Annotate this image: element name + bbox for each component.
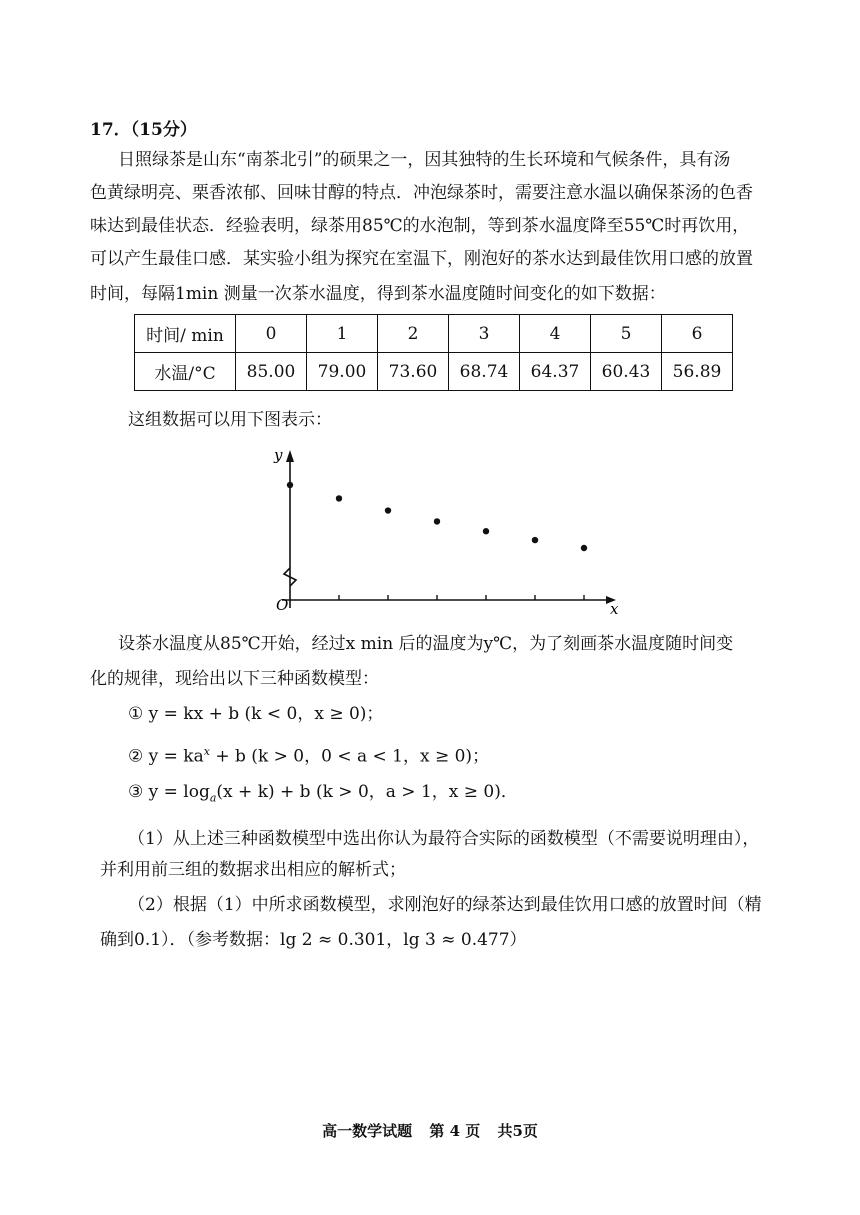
table-cell: 4 <box>520 315 591 353</box>
table-cell: 0 <box>236 315 307 353</box>
model-2-rest: + b (k > 0，0 < a < 1，x ≥ 0)； <box>209 746 490 767</box>
table-cell: 2 <box>378 315 449 353</box>
x-axis-label: x <box>610 600 619 618</box>
intro-line-1: 日照绿茶是山东“南茶北引”的硕果之一，因其独特的生长环境和气候条件，具有汤 <box>118 150 731 170</box>
table-row-temp <box>135 353 733 391</box>
table-row-time <box>135 315 733 353</box>
data-point <box>385 507 391 513</box>
table-header-temp: 水温/°C <box>135 353 236 391</box>
data-point <box>581 545 587 551</box>
model-3 <box>128 780 518 810</box>
temperature-table <box>134 314 733 391</box>
footer-total: 共5页 <box>497 1122 538 1140</box>
table-cell: 68.74 <box>449 353 520 391</box>
table-cell: 60.43 <box>591 353 662 391</box>
model-3-base: a <box>209 791 217 805</box>
model-3-main: ③ y = log <box>128 782 210 802</box>
footer-page: 第 4 页 <box>429 1122 481 1140</box>
intro-line-3: 味达到最佳状态．经验表明，绿茶用85℃的水泡制，等到茶水温度降至55℃时再饮用， <box>90 216 750 236</box>
model-1: ① y = kx + b (k < 0，x ≥ 0)； <box>128 704 384 724</box>
scatter-plot <box>260 440 630 620</box>
data-point <box>483 528 489 534</box>
part2-line-2: 确到0.1）．（参考数据：lg 2 ≈ 0.301，lg 3 ≈ 0.477） <box>100 930 527 950</box>
data-point <box>434 518 440 524</box>
model-2 <box>128 740 489 769</box>
intro-line-5: 时间，每隔1min 测量一次茶水温度，得到茶水温度随时间变化的如下数据： <box>90 284 666 304</box>
data-point <box>336 495 342 501</box>
intro-line-4: 可以产生最佳口感．某实验小组为探究在室温下，刚泡好的茶水达到最佳饮用口感的放置 <box>90 249 753 269</box>
table-cell: 1 <box>307 315 378 353</box>
question-number: 17． <box>90 120 131 140</box>
table-cell: 3 <box>449 315 520 353</box>
intro-line-2: 色黄绿明亮、栗香浓郁、回味甘醇的特点．冲泡绿茶时，需要注意水温以确保茶汤的色香 <box>90 183 753 203</box>
table-cell: 73.60 <box>378 353 449 391</box>
data-point <box>532 537 538 543</box>
table-header-time: 时间/ min <box>135 315 236 353</box>
y-axis-label: y <box>274 446 283 464</box>
after-line-2: 化的规律，现给出以下三种函数模型： <box>90 669 379 689</box>
question-header <box>90 118 197 142</box>
table-cell: 5 <box>591 315 662 353</box>
footer-subject: 高一数学试题 <box>322 1122 413 1140</box>
table-cell: 64.37 <box>520 353 591 391</box>
table-cell: 56.89 <box>662 353 733 391</box>
model-3-rest: (x + k) + b (k > 0，a > 1，x ≥ 0)． <box>216 782 518 802</box>
part1-line-1: （1）从上述三种函数模型中选出你认为最符合实际的函数模型（不需要说明理由）， <box>128 829 760 849</box>
table-cell: 85.00 <box>236 353 307 391</box>
origin-label: O <box>276 596 289 614</box>
part2-line-1: （2）根据（1）中所求函数模型，求刚泡好的绿茶达到最佳饮用口感的放置时间（精 <box>128 895 762 915</box>
y-axis-arrow <box>286 450 294 462</box>
after-line-1: 设茶水温度从85℃开始，经过x min 后的温度为y℃，为了刻画茶水温度随时间变 <box>118 634 734 654</box>
data-point <box>287 482 293 488</box>
figure-caption: 这组数据可以用下图表示： <box>128 410 332 430</box>
model-2-main: ② y = ka <box>128 746 204 767</box>
page-footer <box>0 1120 860 1141</box>
part1-line-2: 并利用前三组的数据求出相应的解析式； <box>100 860 406 880</box>
model-2-exponent: x <box>203 745 210 758</box>
data-points <box>287 482 587 551</box>
table-cell: 6 <box>662 315 733 353</box>
table-cell: 79.00 <box>307 353 378 391</box>
question-score: （15分） <box>130 120 197 140</box>
